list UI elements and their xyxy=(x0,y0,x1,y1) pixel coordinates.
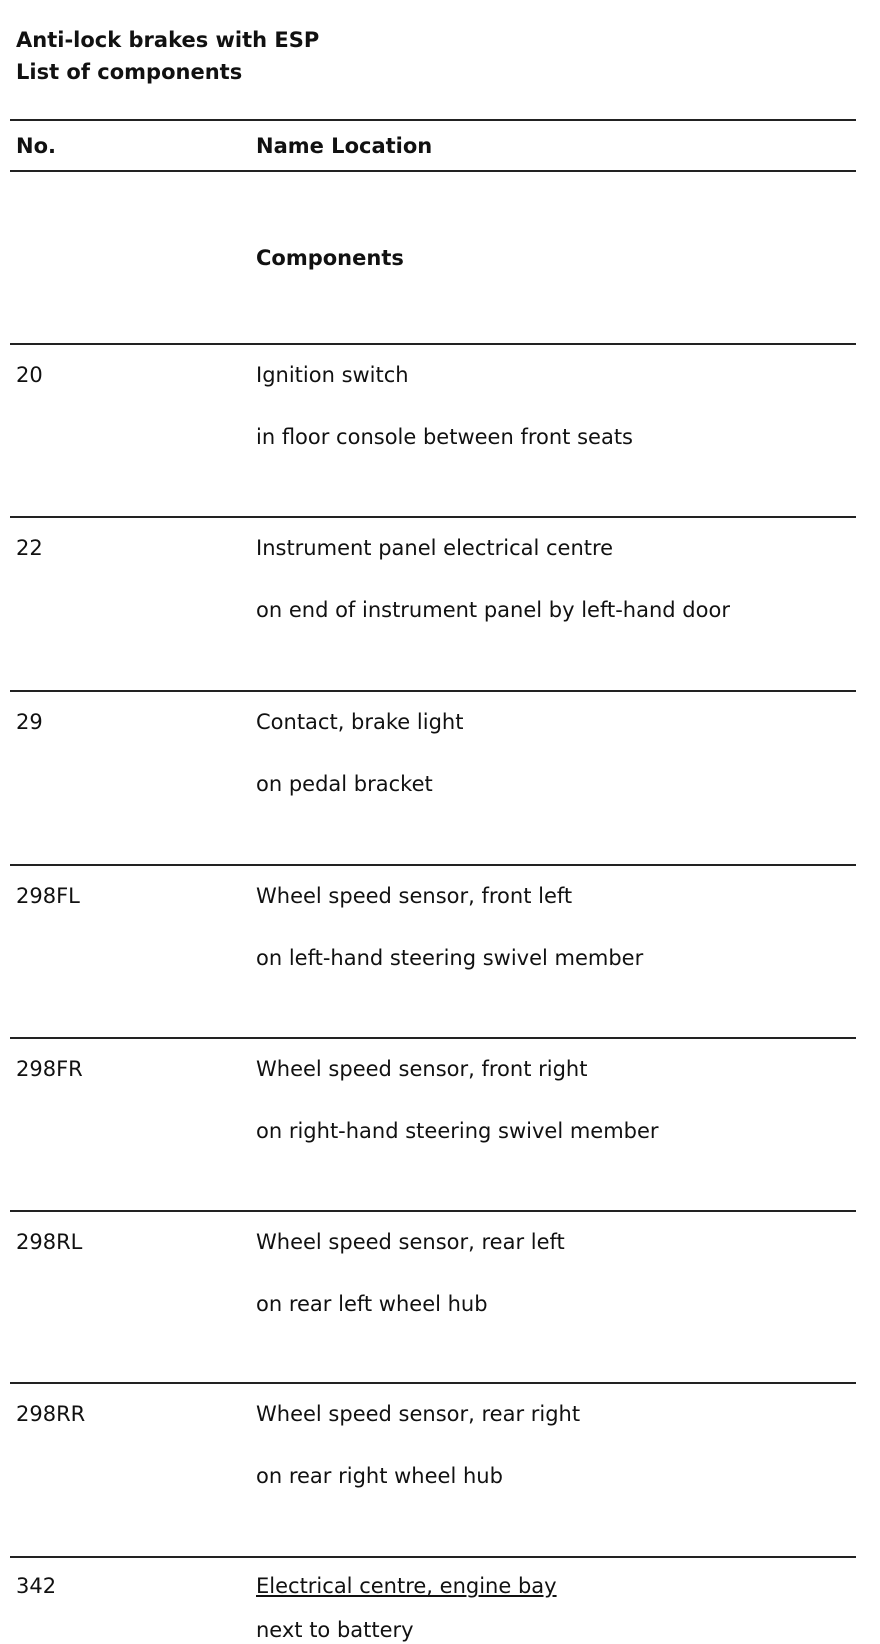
row-divider xyxy=(10,343,856,345)
row-number: 22 xyxy=(16,536,43,560)
row-name: Wheel speed sensor, front left xyxy=(256,884,573,908)
row-number: 29 xyxy=(16,710,43,734)
header-bottom-rule xyxy=(10,170,856,172)
header-top-rule xyxy=(10,119,856,121)
row-name: Wheel speed sensor, front right xyxy=(256,1057,588,1081)
table-row xyxy=(0,1045,880,1195)
row-location: on rear right wheel hub xyxy=(256,1464,503,1488)
row-divider xyxy=(10,516,856,518)
row-location: on left-hand steering swivel member xyxy=(256,946,644,970)
row-name: Wheel speed sensor, rear right xyxy=(256,1402,581,1426)
table-row xyxy=(0,1390,880,1540)
row-name: Contact, brake light xyxy=(256,710,464,734)
table-row xyxy=(0,351,880,501)
column-header-name-location: Name Location xyxy=(256,134,433,158)
row-divider xyxy=(10,864,856,866)
table-row xyxy=(0,698,880,848)
row-location: in floor console between front seats xyxy=(256,425,633,449)
row-location: on rear left wheel hub xyxy=(256,1292,488,1316)
row-name: Instrument panel electrical centre xyxy=(256,536,614,560)
column-header-no: No. xyxy=(16,134,56,158)
row-divider xyxy=(10,1556,856,1558)
row-divider xyxy=(10,1037,856,1039)
title-line-2: List of components xyxy=(16,60,243,84)
row-divider xyxy=(10,690,856,692)
row-name: Wheel speed sensor, rear left xyxy=(256,1230,565,1254)
row-number: 298FR xyxy=(16,1057,83,1081)
row-divider xyxy=(10,1210,856,1212)
row-number: 298RL xyxy=(16,1230,83,1254)
row-divider xyxy=(10,1382,856,1384)
row-location: on end of instrument panel by left-hand door xyxy=(256,598,730,622)
row-number: 342 xyxy=(16,1574,57,1598)
title-line-1: Anti-lock brakes with ESP xyxy=(16,28,320,52)
table-row xyxy=(0,872,880,1022)
table-row xyxy=(0,524,880,674)
table-row xyxy=(0,1218,880,1368)
row-location: next to battery xyxy=(256,1618,414,1642)
row-name: Ignition switch xyxy=(256,363,409,387)
row-number: 298RR xyxy=(16,1402,86,1426)
row-number: 298FL xyxy=(16,884,80,908)
section-heading: Components xyxy=(256,246,404,270)
row-name-link[interactable]: Electrical centre, engine bay xyxy=(256,1574,557,1598)
row-number: 20 xyxy=(16,363,43,387)
document-title xyxy=(16,24,319,88)
table-row xyxy=(0,1562,880,1644)
row-location: on pedal bracket xyxy=(256,772,433,796)
row-location: on right-hand steering swivel member xyxy=(256,1119,659,1143)
